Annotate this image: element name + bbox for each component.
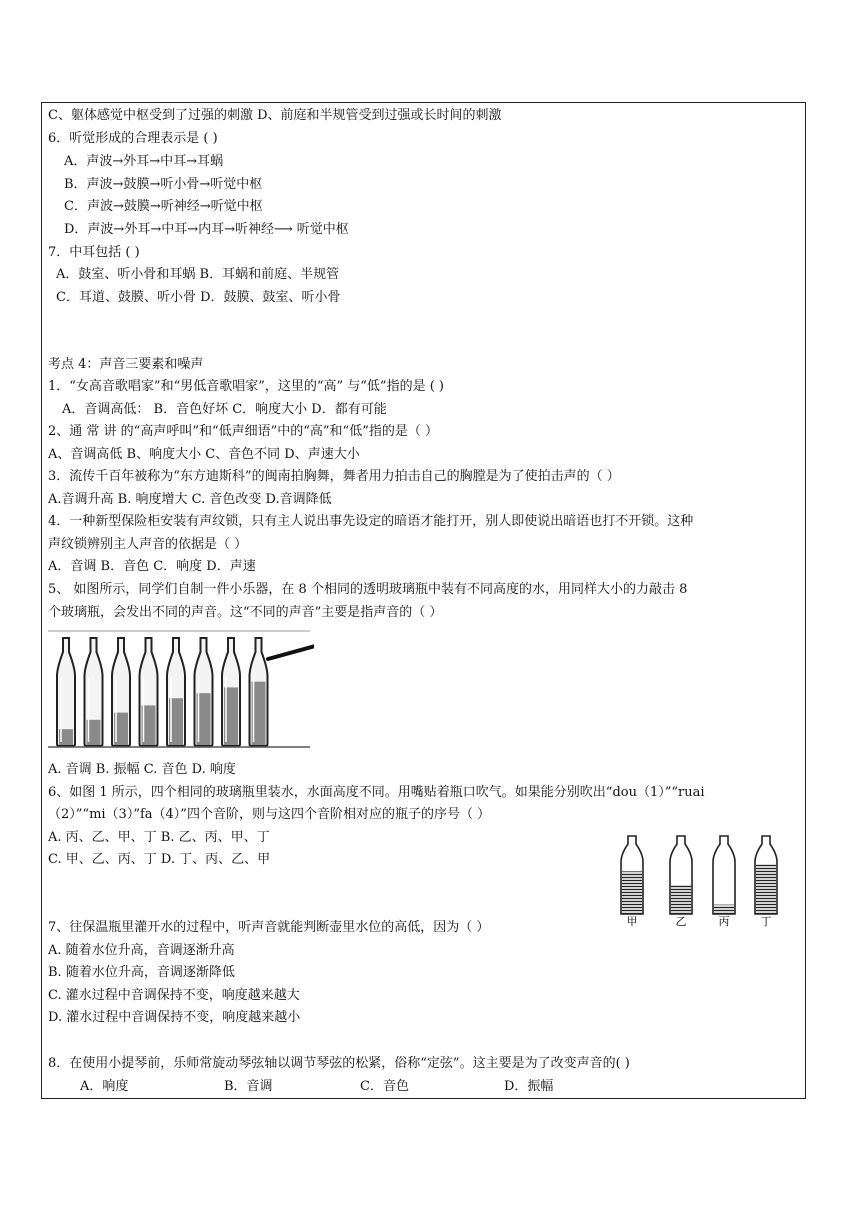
p8-option-b: B．音调 bbox=[224, 1079, 273, 1094]
p5-stem-line1: 5、 如图所示，同学们自制一件小乐器，在 8 个相同的透明玻璃瓶中装有不同高度的水，用同样大小的力敲击 8 bbox=[48, 582, 688, 597]
p7-option-a: A. 随着水位升高，音调逐渐升高 bbox=[48, 943, 235, 958]
p2-options: A、音调高低 B、响度大小 C、音色不同 D、声速大小 bbox=[48, 447, 360, 462]
glass-bottle bbox=[713, 836, 735, 914]
p7-option-b: B. 随着水位升高，音调逐渐降低 bbox=[48, 965, 235, 980]
p4-stem-line2: 声纹锁辨别主人声音的依据是（ ） bbox=[48, 537, 248, 552]
q6-option-c: C．声波→鼓膜→听神经→听觉中枢 bbox=[64, 199, 263, 214]
q6-stem: 6．听觉形成的合理表示是 ( ) bbox=[48, 131, 218, 146]
p6-options-cd: C. 甲、乙、丙、丁 D. 丁、丙、乙、甲 bbox=[48, 852, 271, 867]
p4-stem-line1: 4．一种新型保险柜安装有声纹锁，只有主人说出事先设定的暗语才能打开，别人即使说出暗语也打不开锁。这种 bbox=[48, 514, 694, 529]
p7-stem: 7、往保温瓶里灌开水的过程中，听声音就能判断壶里水位的高低，因为（ ） bbox=[48, 920, 490, 935]
p5-options: A. 音调 B. 振幅 C. 音色 D. 响度 bbox=[48, 762, 236, 777]
q6-option-b: B．声波→鼓膜→听小骨→听觉中枢 bbox=[64, 177, 263, 192]
p8-option-d: D．振幅 bbox=[504, 1079, 554, 1094]
bottle-label-ding: 丁 bbox=[760, 915, 772, 928]
bottle-label-jia: 甲 bbox=[626, 915, 638, 928]
p2-stem: 2、通 常 讲 的“高声呼叫”和“低声细语”中的“高”和“低”指的是（ ） bbox=[48, 424, 438, 439]
p4-options: A．音调 B．音色 C．响度 D．声速 bbox=[48, 559, 256, 574]
bottle-water bbox=[671, 885, 691, 914]
four-bottles-figure bbox=[618, 834, 784, 928]
bottles-figure bbox=[46, 630, 314, 752]
q6-option-a: A．声波→外耳→中耳→耳蜗 bbox=[64, 154, 224, 169]
bottle-water bbox=[714, 905, 734, 914]
p5-stem-line2: 个玻璃瓶，会发出不同的声音。这“不同的声音”主要是指声音的（ ） bbox=[48, 605, 443, 620]
section-heading: 考点 4：声音三要素和噪声 bbox=[48, 357, 204, 372]
striking-stick bbox=[268, 637, 314, 659]
q5-options-cd: C、躯体感觉中枢受到了过强的刺激 D、前庭和半规管受到过强或长时间的刺激 bbox=[48, 108, 502, 123]
p6-stem-line2: （2）”“mi（3）”fa（4）”四个音阶，则与这四个音阶相对应的瓶子的序号（ ） bbox=[48, 807, 491, 822]
p7-option-c: C. 灌水过程中音调保持不变，响度越来越大 bbox=[48, 988, 300, 1003]
q7-options-ab: A．鼓室、听小骨和耳蜗 B．耳蜗和前庭、半规管 bbox=[56, 267, 340, 282]
p8-option-c: C．音色 bbox=[360, 1079, 409, 1094]
p3-stem: 3．流传千百年被称为“东方迪斯科”的闽南拍胸舞，舞者用力拍击自己的胸膛是为了使拍击声的（ ） bbox=[48, 469, 620, 484]
p8-option-a: A．响度 bbox=[80, 1079, 129, 1094]
p7-option-d: D. 灌水过程中音调保持不变，响度越来越小 bbox=[48, 1010, 301, 1025]
bottle-label-yi: 乙 bbox=[675, 915, 687, 928]
q7-stem: 7．中耳包括 ( ) bbox=[48, 245, 140, 260]
bottle-water bbox=[756, 865, 776, 914]
p1-stem: 1．“女高音歌唱家”和“男低音歌唱家”，这里的“高” 与“低”指的是 ( ) bbox=[48, 379, 444, 394]
bottle-label-bing: 丙 bbox=[718, 915, 730, 928]
q6-option-d: D．声波→外耳→中耳→内耳→听神经⟶ 听觉中枢 bbox=[64, 222, 349, 237]
p6-options-ab: A. 丙、乙、甲、丁 B. 乙、丙、甲、丁 bbox=[48, 830, 270, 845]
p1-options: A．音调高低： B．音色好坏 C．响度大小 D．都有可能 bbox=[62, 402, 387, 417]
p3-options: A.音调升高 B. 响度增大 C. 音色改变 D.音调降低 bbox=[48, 492, 332, 507]
p8-stem: 8．在使用小提琴前，乐师常旋动琴弦轴以调节琴弦的松紧，俗称“定弦”。这主要是为了改变声音的( ) bbox=[48, 1056, 630, 1071]
bottle-water bbox=[622, 871, 642, 914]
q7-options-cd: C．耳道、鼓膜、听小骨 D．鼓膜、鼓室、听小骨 bbox=[56, 290, 341, 305]
p6-stem-line1: 6、如图 1 所示，四个相同的玻璃瓶里装水，水面高度不同。用嘴贴着瓶口吹气。如果能分别吹出“dou（1）”“ruai bbox=[48, 785, 705, 800]
